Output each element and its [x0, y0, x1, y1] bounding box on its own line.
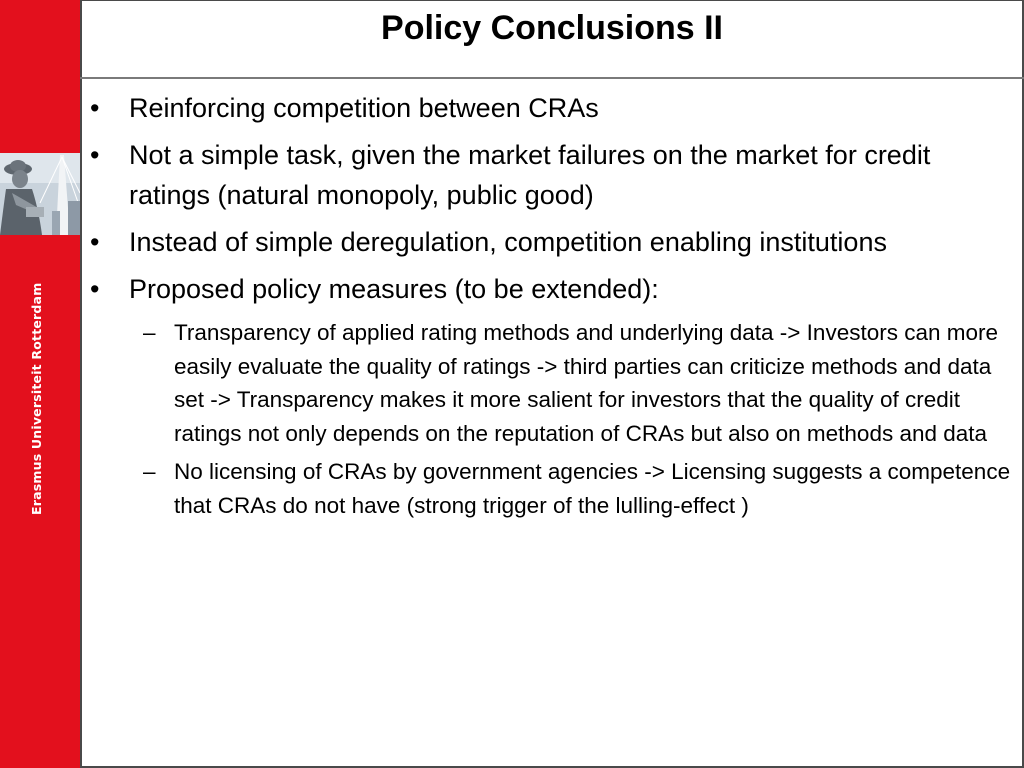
bullet-text: Not a simple task, given the market failures on the market for credit ratings (natural monopoly, public good) [129, 140, 931, 210]
slide-frame-left [80, 0, 82, 768]
sidebar [0, 0, 80, 768]
bullet-text: Reinforcing competition between CRAs [129, 93, 599, 123]
bullet-marker: • [90, 93, 100, 123]
subbullet-item [88, 316, 1018, 450]
bullet-item [88, 222, 1018, 262]
subbullet-marker: – [143, 459, 156, 484]
bullet-marker: • [90, 274, 100, 304]
bullet-text: Proposed policy measures (to be extended): [129, 274, 659, 304]
bullet-item [88, 269, 1018, 309]
bullet-marker: • [90, 140, 100, 170]
slide-title: Policy Conclusions II [381, 9, 723, 47]
university-name: Erasmus Universiteit Rotterdam [29, 282, 44, 515]
bullet-text: Instead of simple deregulation, competition enabling institutions [129, 227, 887, 257]
subbullet-text: No licensing of CRAs by government agencies -> Licensing suggests a competence that CRAs do not have (strong trigger of the lulling-effect ) [174, 459, 1011, 518]
bullet-item [88, 88, 1018, 128]
subbullet-marker: – [143, 320, 156, 345]
title-divider [80, 77, 1024, 79]
slide-body [88, 88, 1018, 527]
subbullet-item [88, 455, 1018, 522]
erasmus-statue-image [0, 153, 80, 235]
slide-frame-top [80, 0, 1024, 1]
bullet-marker: • [90, 227, 100, 257]
subbullet-text: Transparency of applied rating methods and underlying data -> Investors can more easily evaluate the quality of ratings -> third parties can criticize methods and data set -> Transparency makes it more salient for investors that the quality of credit ratings not only depends on the reputation of CRAs but also on methods and data [174, 320, 999, 446]
bullet-item [88, 135, 1018, 215]
